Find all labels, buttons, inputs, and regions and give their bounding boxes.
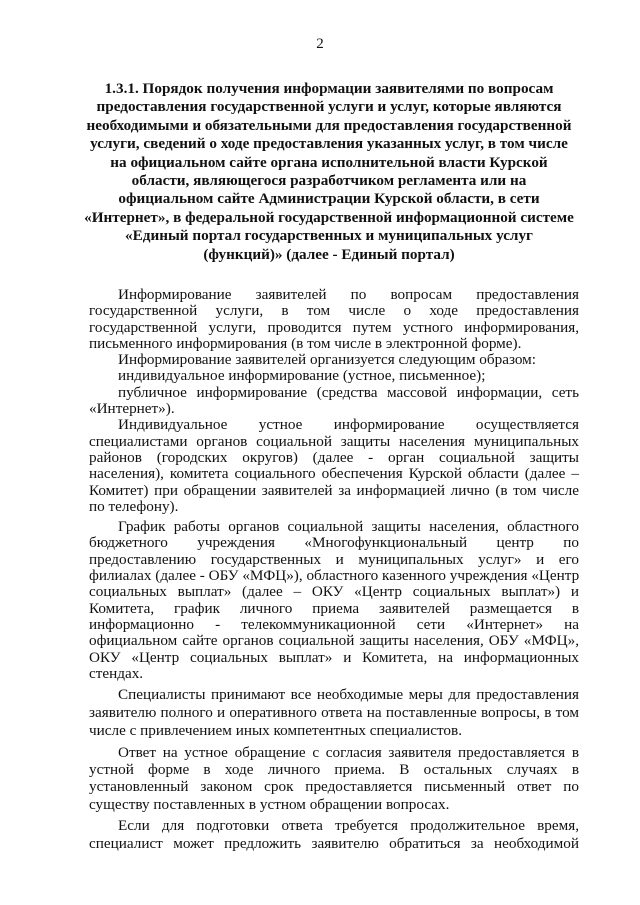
paragraph-individual bbox=[89, 368, 579, 384]
paragraph-line: стендах. bbox=[89, 664, 144, 682]
paragraph-long-answer bbox=[89, 817, 579, 852]
paragraph-line: Индивидуальное устное информирование осуществляется bbox=[118, 416, 579, 434]
paragraph-line: индивидуальное информирование (устное, письменное); bbox=[118, 367, 486, 385]
paragraph-schedule bbox=[89, 519, 579, 682]
heading-line: (функций)» (далее - Единый портал) bbox=[203, 245, 455, 263]
paragraph-line: государственной услуги, в том числе о ходе предоставления bbox=[89, 302, 579, 320]
paragraph-line: ОКУ «Центр социальных выплат» и Комитета, на информационных bbox=[89, 648, 579, 666]
heading-line: необходимыми и обязательными для предоставления государственной bbox=[86, 116, 572, 134]
heading-line: на официальном сайте органа исполнительной власти Курской bbox=[110, 153, 548, 171]
paragraph-line: населения), комитета социального обеспечения Курской области (далее – bbox=[89, 465, 579, 483]
paragraph-line: социальных выплат» (далее – ОКУ «Центр социальных выплат») и bbox=[89, 583, 579, 601]
paragraph-line: Информирование заявителей по вопросам предоставления bbox=[118, 286, 579, 303]
paragraph-informing-methods bbox=[89, 287, 579, 352]
paragraph-line: письменного информирования (в том числе в электронной форме). bbox=[89, 334, 522, 352]
paragraph-line: филиалах (далее - ОБУ «МФЦ»), областного казенного учреждения «Центр bbox=[89, 567, 580, 585]
paragraph-line: районов (городских округов) (далее - орган социальной защиты bbox=[89, 448, 579, 466]
paragraph-line: предоставлению государственных и муниципальных услуг» и его bbox=[89, 550, 579, 568]
heading-line: предоставления государственной услуги и услуг, которые являются bbox=[96, 98, 562, 116]
paragraph-line: устной форме в ходе личного приема. В остальных случаях в bbox=[89, 760, 579, 778]
heading-line: «Единый портал государственных и муниципальных услуг bbox=[125, 227, 533, 245]
paragraph-line: публичное информирование (средства массовой информации, сеть bbox=[118, 383, 579, 401]
paragraph-line: График работы органов социальной защиты населения, областного bbox=[118, 518, 579, 536]
heading-line: услуги, сведений о ходе предоставления указанных услуг, в том числе bbox=[90, 135, 568, 153]
paragraph-oral-answer bbox=[89, 744, 579, 814]
paragraph-line: Комитета, график личного приема заявителей размещается в bbox=[89, 599, 579, 617]
paragraph-line: Комитет) при обращении заявителей за информацией лично (в том числе bbox=[89, 481, 579, 499]
paragraph-specialists bbox=[89, 686, 579, 739]
heading-line: официальном сайте Администрации Курской области, в сети bbox=[118, 190, 540, 208]
paragraph-line: существу поставленных в устном обращении вопросах. bbox=[89, 795, 450, 813]
paragraph-line: по телефону). bbox=[89, 497, 179, 515]
paragraph-individual-oral bbox=[89, 417, 579, 515]
heading-line: 1.3.1. Порядок получения информации заявителями по вопросам bbox=[104, 80, 554, 97]
paragraph-line: заявителю полного и оперативного ответа на поставленные вопросы, в том bbox=[89, 703, 579, 721]
paragraph-line: Ответ на устное обращение с согласия заявителя предоставляется в bbox=[118, 743, 579, 761]
paragraph-line: государственной услуги, проводится путем устного информирования, bbox=[89, 318, 579, 336]
paragraph-line: информационно - телекоммуникационной сети «Интернет» на bbox=[89, 615, 579, 633]
paragraph-line: специалист может предложить заявителю обратиться за необходимой bbox=[89, 834, 579, 852]
page-number: 2 bbox=[316, 36, 324, 52]
paragraph-line: бюджетного учреждения «Многофункциональный центр по bbox=[89, 534, 579, 552]
paragraph-line: Если для подготовки ответа требуется продолжительное время, bbox=[118, 817, 579, 835]
paragraph-public bbox=[89, 385, 579, 418]
paragraph-line: специалистами органов социальной защиты населения муниципальных bbox=[89, 432, 579, 450]
section-heading bbox=[80, 80, 578, 264]
heading-line: «Интернет», в федеральной государственной информационной системе bbox=[84, 208, 574, 226]
paragraph-line: числе с привлечением иных компетентных специалистов. bbox=[89, 721, 462, 739]
paragraph-line: официальном сайте органов социальной защиты населения, ОБУ «МФЦ», bbox=[89, 632, 579, 650]
paragraph-line: Информирование заявителей организуется следующим образом: bbox=[118, 351, 537, 369]
paragraph-line: установленный законом срок предоставляется письменный ответ по bbox=[89, 778, 579, 796]
paragraph-organization bbox=[89, 352, 579, 368]
paragraph-line: «Интернет»). bbox=[89, 400, 175, 418]
document-body bbox=[89, 287, 579, 852]
paragraph-line: Специалисты принимают все необходимые меры для предоставления bbox=[118, 686, 579, 704]
heading-line: области, являющегося разработчиком регламента или на bbox=[131, 172, 527, 190]
